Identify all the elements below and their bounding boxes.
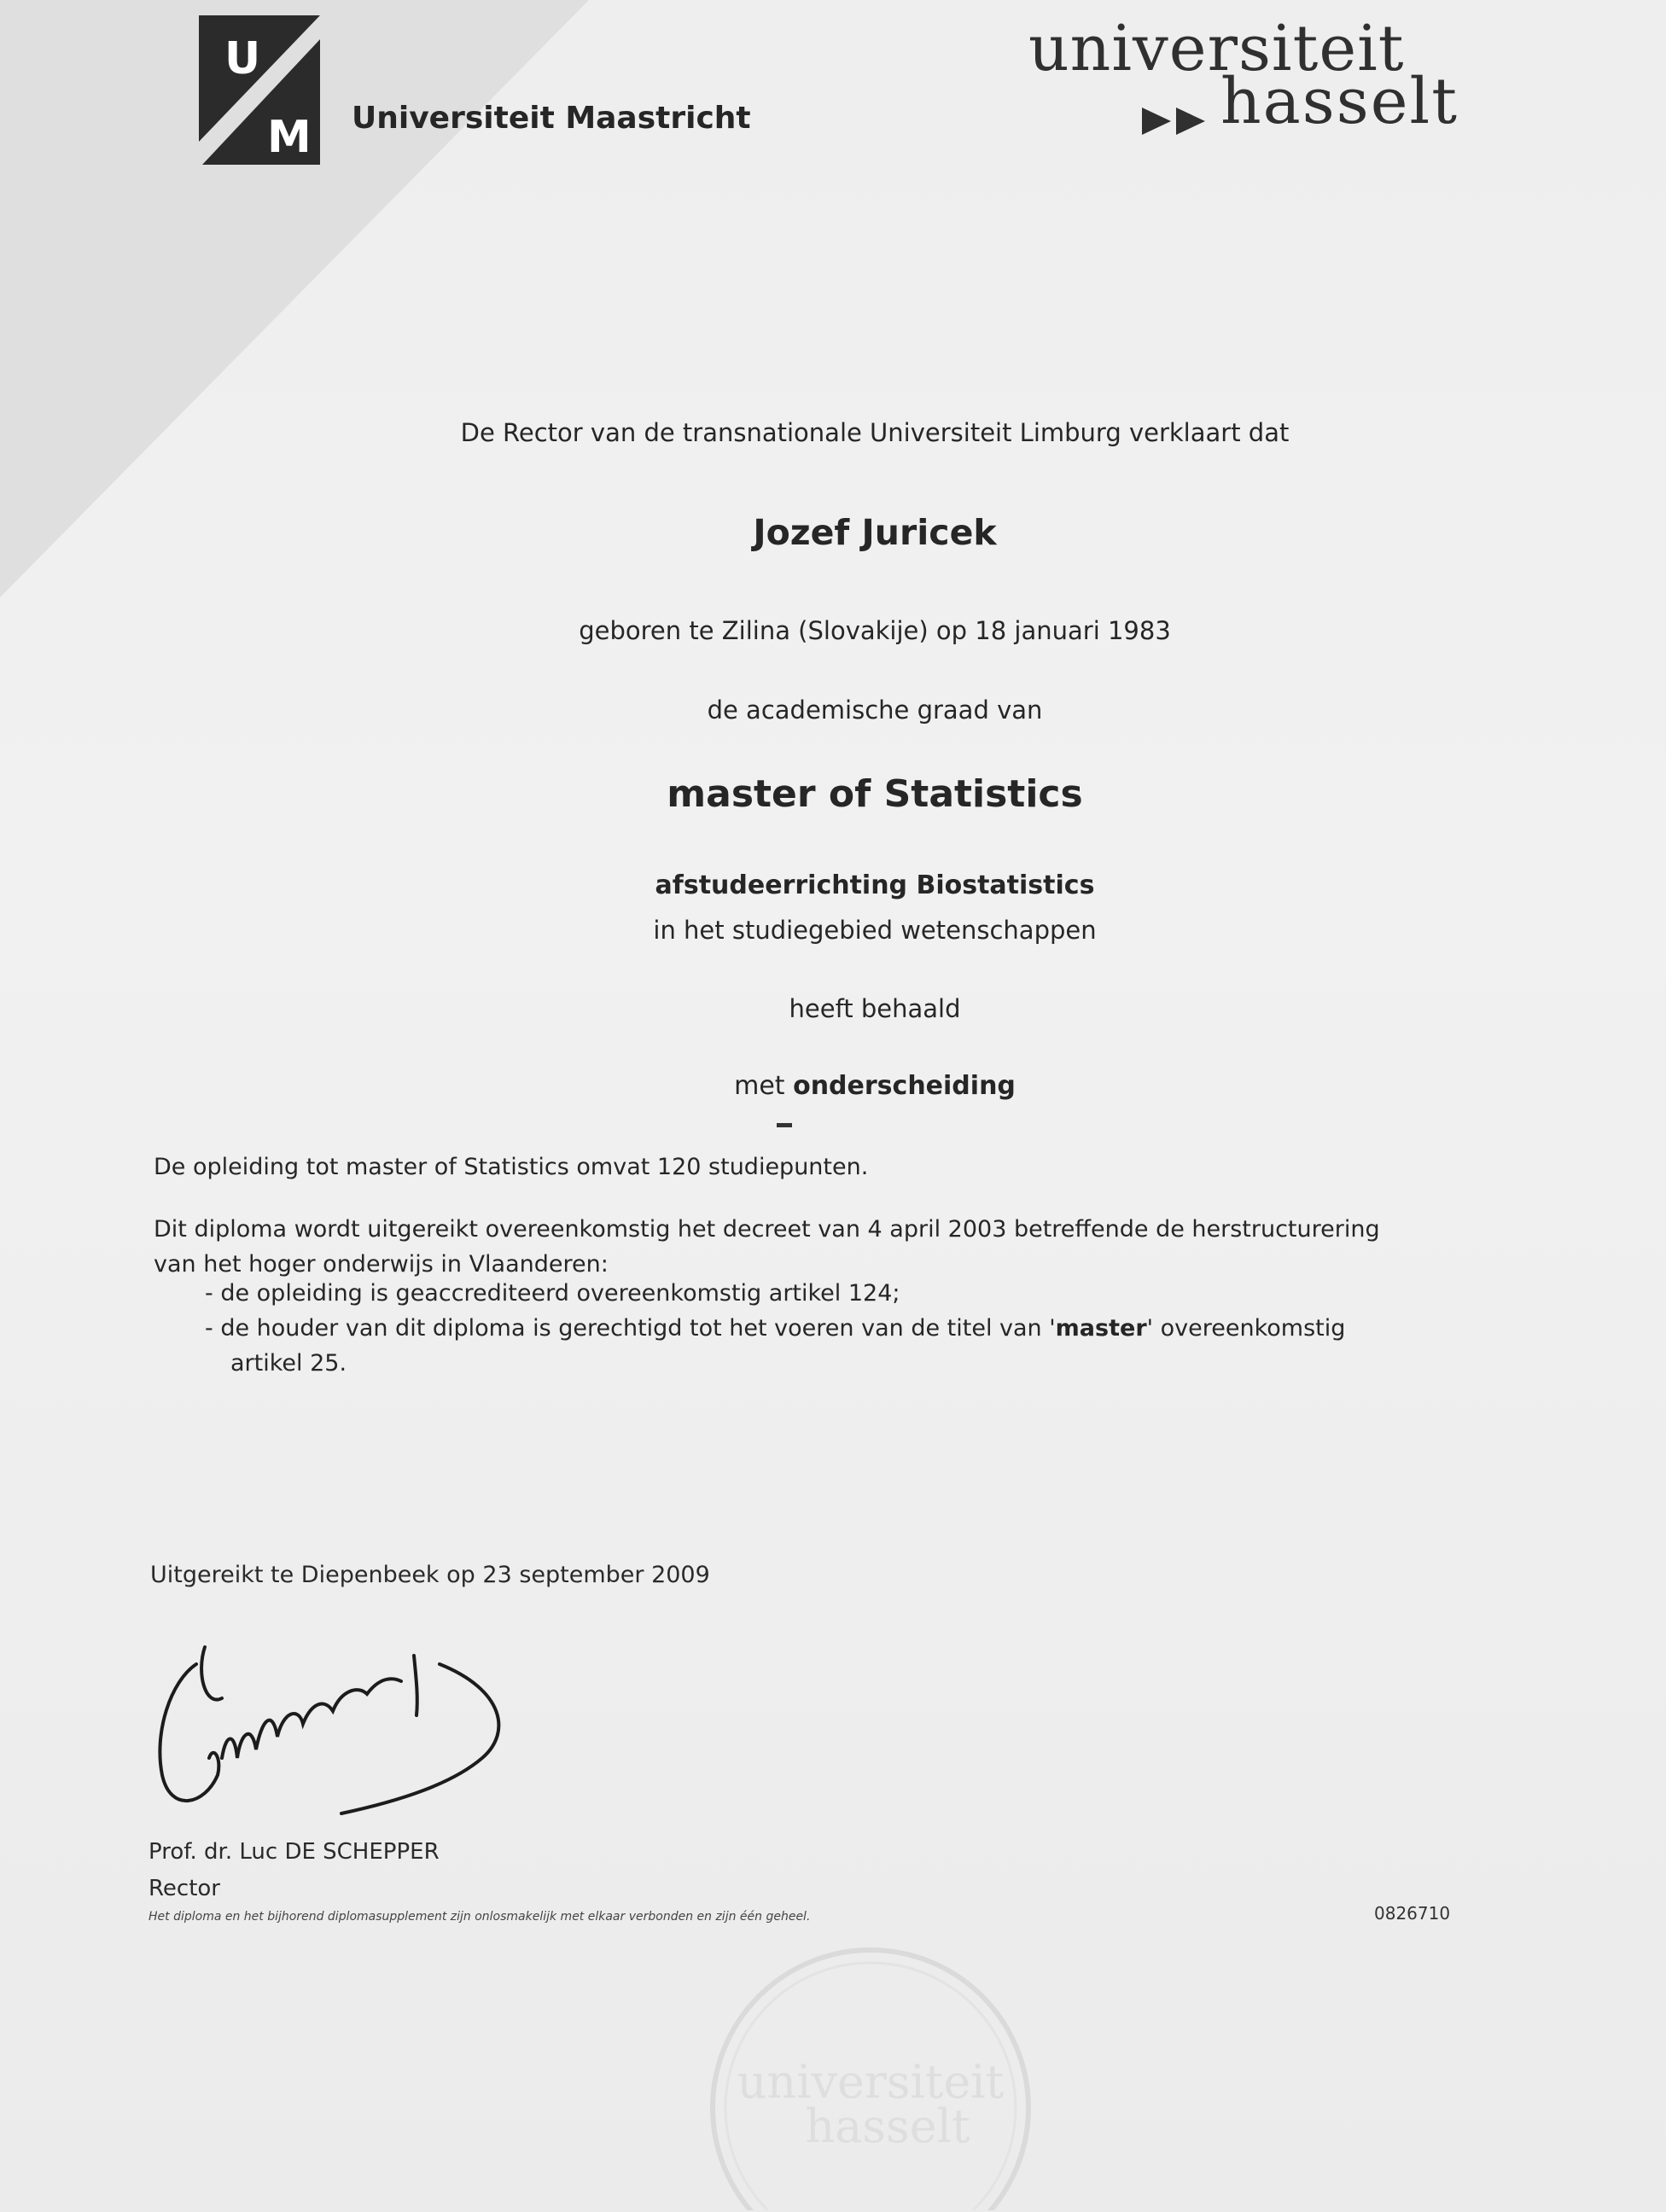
separator-dash (777, 1123, 792, 1127)
seal-text-top: universiteit (737, 2055, 1005, 2109)
honours-line (0, 1071, 1666, 1101)
uh-arrows-icon (1142, 104, 1219, 138)
um-logo-letter-m: M (267, 112, 312, 163)
um-name: Universiteit Maastricht (352, 101, 751, 136)
supplement-fineprint: Het diploma en het bijhorend diplomasupplement zijn onlosmakelijk met elkaar verbonden en zijn één geheel. (149, 1910, 811, 1924)
decree-line-1: Dit diploma wordt uitgereikt overeenkomstig het decreet van 4 april 2003 betreffende de herstructurering (154, 1216, 1380, 1243)
uh-logo-bottom: hasselt (1220, 65, 1459, 138)
embossed-seal (674, 1937, 1067, 2210)
decree-line-2: van het hoger onderwijs in Vlaanderen: (154, 1251, 609, 1278)
bullet-title-right (205, 1311, 1345, 1346)
seal-text-bottom: hasselt (805, 2099, 970, 2153)
specialisation: afstudeerrichting Biostatistics (655, 870, 1095, 900)
bullet-title-text: - de houder van dit diploma is gerechtigd tot het voeren van de titel van ' (205, 1315, 1056, 1342)
credits-paragraph: De opleiding tot master of Statistics omvat 120 studiepunten. (154, 1154, 869, 1180)
rector-signature (145, 1630, 521, 1835)
bullet-accreditation: - de opleiding is geaccrediteerd overeenkomstig artikel 124; (205, 1280, 900, 1307)
um-logo (192, 15, 329, 165)
honours-distinction: onderscheiding (793, 1071, 1016, 1101)
signer-name: Prof. dr. Luc DE SCHEPPER (149, 1839, 440, 1865)
issued-place-date: Uitgereikt te Diepenbeek op 23 september 2009 (150, 1562, 710, 1588)
bullet-title-text-end: ' overeenkomstig (1146, 1315, 1346, 1342)
recipient-name: Jozef Juricek (753, 512, 997, 553)
study-area: in het studiegebied wetenschappen (653, 916, 1097, 945)
decree-bullets (205, 1276, 1345, 1381)
achieved-text: heeft behaald (789, 994, 961, 1023)
uh-logo-top: universiteit (1028, 12, 1405, 85)
um-logo-letter-u: U (224, 33, 261, 84)
bullet-title-continuation: artikel 25. (230, 1350, 347, 1377)
signer-role: Rector (149, 1876, 220, 1901)
honours-prefix: met (734, 1071, 785, 1101)
birth-details: geboren te Zilina (Slovakije) op 18 januari 1983 (579, 616, 1171, 645)
diploma-serial-number: 0826710 (1374, 1903, 1451, 1924)
grade-intro: de academische graad van (707, 696, 1043, 725)
bullet-title-master: master (1055, 1315, 1147, 1342)
intro-statement: De Rector van de transnationale Universiteit Limburg verklaart dat (460, 418, 1290, 447)
decree-paragraph (154, 1212, 1380, 1282)
degree-title: master of Statistics (667, 772, 1083, 816)
